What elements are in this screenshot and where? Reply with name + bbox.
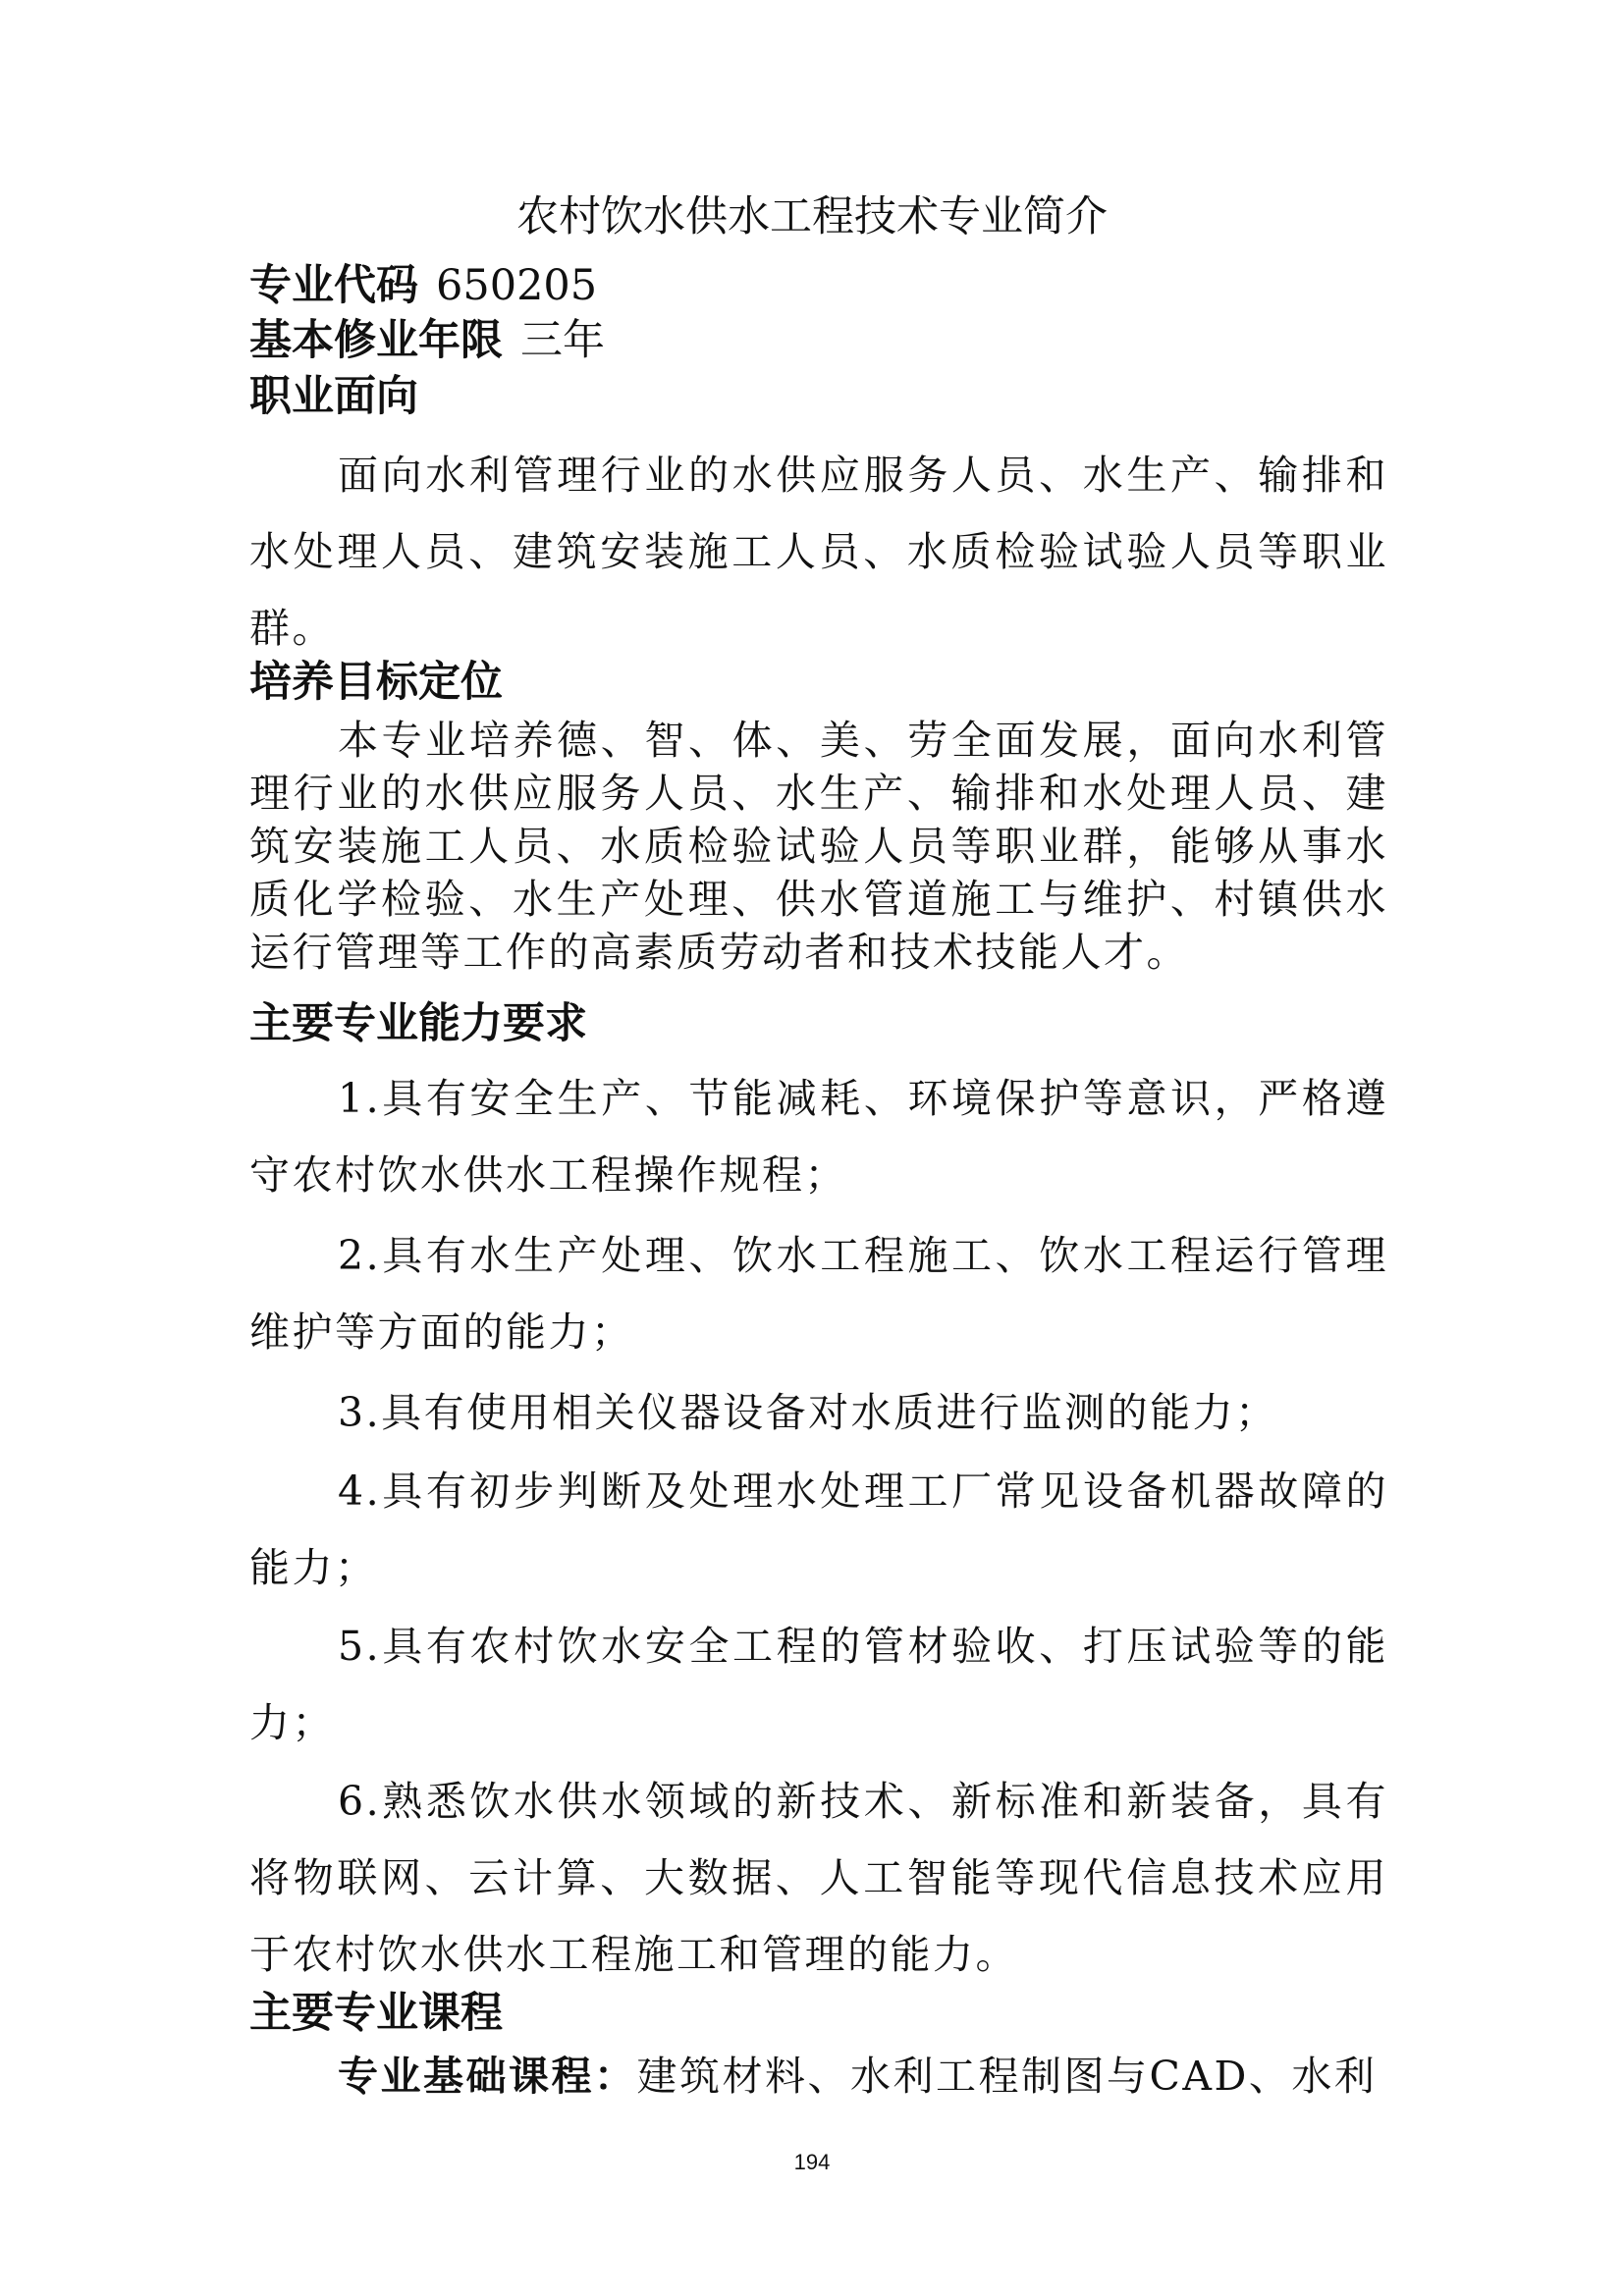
career-heading: 职业面向 [249, 372, 418, 421]
ability-item: 6.熟悉饮水供水领域的新技术、新标准和新装备，具有将物联网、云计算、大数据、人工智能等现代信息技术应用于农村饮水供水工程施工和管理的能力。 [249, 1778, 1388, 1978]
major-code-value: 650205 [436, 261, 598, 310]
goal-paragraph: 本专业培养德、智、体、美、劳全面发展，面向水利管理行业的水供应服务人员、水生产、输排和水处理人员、建筑安装施工人员、水质检验试验人员等职业群，能够从事水质化学检验、水生产处理、供水管道施工与维护、村镇供水运行管理等工作的高素质劳动者和技术技能人才。 [249, 717, 1388, 976]
page-number: 194 [793, 2150, 831, 2174]
study-years-value: 三年 [520, 316, 605, 365]
basic-course-paragraph [249, 2050, 1388, 2103]
career-paragraph: 面向水利管理行业的水供应服务人员、水生产、输排和水处理人员、建筑安装施工人员、水质检验试验人员等职业群。 [249, 452, 1388, 652]
basic-course-label: 专业基础课程： [338, 2053, 637, 2100]
major-code-line [249, 261, 597, 312]
page-title: 农村饮水供水工程技术专业简介 [516, 192, 1108, 241]
goal-heading: 培养目标定位 [249, 658, 503, 707]
ability-item: 4.具有初步判断及处理水处理工厂常见设备机器故障的能力； [249, 1468, 1388, 1591]
ability-item: 3.具有使用相关仪器设备对水质进行监测的能力； [338, 1389, 1278, 1436]
study-years-line [249, 316, 605, 367]
ability-item: 2.具有水生产处理、饮水工程施工、饮水工程运行管理维护等方面的能力； [249, 1232, 1388, 1356]
ability-heading: 主要专业能力要求 [249, 999, 587, 1048]
ability-item: 1.具有安全生产、节能减耗、环境保护等意识，严格遵守农村饮水供水工程操作规程； [249, 1075, 1388, 1199]
major-code-label: 专业代码 [249, 261, 418, 310]
ability-item: 5.具有农村饮水安全工程的管材验收、打压试验等的能力； [249, 1623, 1388, 1746]
basic-course-text: 建筑材料、水利工程制图与CAD、水利 [636, 2053, 1378, 2100]
course-heading: 主要专业课程 [249, 1989, 503, 2038]
study-years-label: 基本修业年限 [249, 316, 503, 365]
